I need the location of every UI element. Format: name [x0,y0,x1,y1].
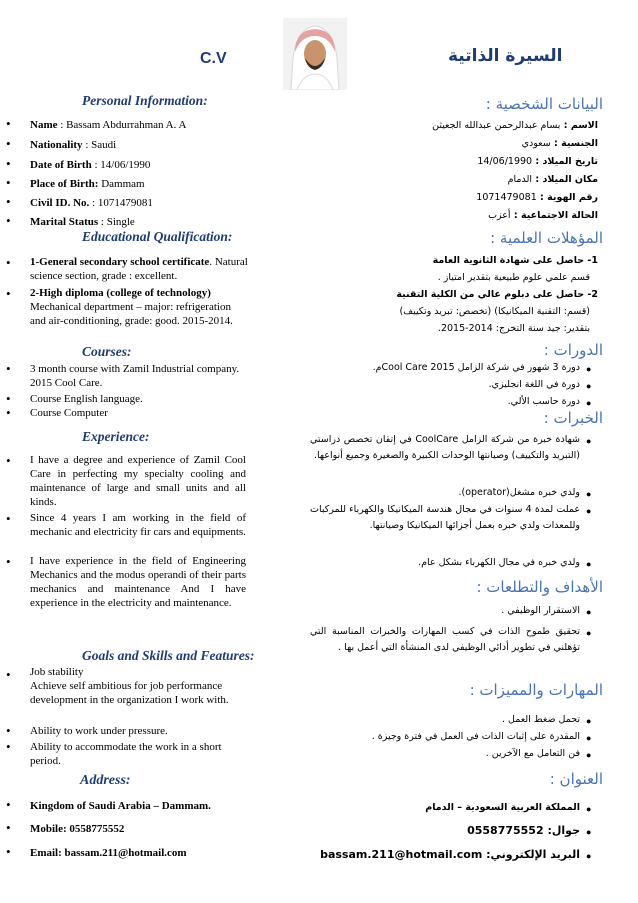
bullet: ● [586,398,592,408]
ar-course-3: دورة حاسب الألي. [507,396,580,407]
bullet: • [6,136,11,151]
experience-item-3: I have experience in the field of Engineering Mechanics and the modus operandi of their parts mechanics and maintenance And I have experience in the electricity and maintenance. [30,555,246,609]
goals-item-2: Ability to work under pressure. [30,725,168,737]
address-country: Kingdom of Saudi Arabia – Dammam. [30,800,211,812]
bullet: • [6,554,11,569]
ar-education-line-4: (قسم: التقنية الميكانيكا) (تخصص: تبريد وتكييف) [399,306,590,317]
bullet: ● [586,607,592,617]
bullet: • [6,667,11,682]
experience-item-2: Since 4 years I am working in the field of mechanic and electricity fir cars and equipments. [30,512,246,538]
bullet: • [6,286,11,301]
personal-heading: Personal Information: [82,93,208,108]
course-item-3: Course Computer [30,407,108,419]
bullet: ● [586,489,592,499]
ar-skills-1: تحمل ضغط العمل . [501,714,580,725]
bullet: ● [586,733,592,743]
bullet: ● [586,364,592,374]
bullet: • [6,194,11,209]
ar-personal-id: رقم الهوية : 1071479081 [476,192,598,203]
profile-photo [283,18,347,90]
ar-address-mobile: جوال: 0558775552 [467,824,580,837]
bullet: • [6,723,11,738]
education-item-2: 2-High diploma (college of technology) Mechanical department – major: refrigeration and air-conditioning, grade: good. 2015-2014. [30,287,233,327]
ar-education-line-5: بتقدير: جيد سنة التخرج: 2014-2015. [437,323,590,334]
ar-education-heading: المؤهلات العلمية : [490,229,603,247]
ar-education-line-3: 2- حاصل على دبلوم عالي من الكلية التقنية [396,289,598,300]
personal-marital: Marital Status : Single [30,216,135,228]
course-item-1: 3 month course with Zamil Industrial company. 2015 Cool Care. [30,363,240,389]
ar-experience-heading: الخبرات : [543,409,603,427]
ar-education-line-2: قسم علمي علوم طبيعية بتقدير امتياز . [437,272,590,283]
ar-skills-2: المقدرة على إثبات الذات في العمل في فترة وجيزة . [371,731,580,742]
bullet: • [6,156,11,171]
ar-goals-2: تحقيق طموح الذات في كسب المهارات والخبرات المناسبة التي تؤهلني في تطوير أدائي الوظيفي لدى المنشأة التي أعمل بها . [310,626,580,653]
ar-goals-heading: الأهداف والتطلعات : [476,578,603,596]
bullet: • [6,739,11,754]
bullet: • [6,255,11,270]
education-item-1: 1-General secondary school certificate. Natural science section, grade : excellent. [30,256,248,282]
ar-personal-name: الاسم : بسام عبدالرحمن عبدالله الجعيثن [432,120,598,131]
goals-heading: Goals and Skills and Features: [82,648,255,663]
ar-personal-heading: البيانات الشخصية : [485,95,603,113]
ar-address-email: البريد الإلكتروني: bassam.211@hotmail.com [320,848,580,861]
bullet: • [6,175,11,190]
bullet: • [6,405,11,420]
cv-title-en: C.V [200,50,227,67]
goals-item-3: Ability to accommodate the work in a short period. [30,741,222,767]
bullet: ● [586,381,592,391]
ar-goals-1: الاستقرار الوظيفي . [501,605,580,616]
ar-skills-3: فن التعامل مع الآخرين . [485,748,580,759]
bullet: ● [586,506,592,516]
bullet: • [6,844,11,859]
bullet: • [6,361,11,376]
ar-skills-heading: المهارات والمميزات : [469,681,603,699]
ar-address-country: المملكة العربية السعودية – الدمام [425,802,580,813]
bullet: ● [586,436,592,446]
personal-name: Name : Bassam Abdurrahman A. A [30,119,187,131]
ar-personal-marital: الحالة الاجتماعية : أعزب [488,210,598,221]
bullet: ● [586,804,592,814]
ar-education-line-1: 1- حاصل على شهادة الثانوية العامة [432,255,598,266]
bullet: • [6,453,11,468]
ar-experience-1: شهادة خبرة من شركة الزامل CoolCare في إتقان تخصص دراستي (التبريد والتكييف) وصيانتها الوحدات الكبيرة والصغيرة وجميع أنواعها. [310,434,580,461]
bullet: • [6,511,11,526]
personal-pob: Place of Birth: Dammam [30,178,145,190]
ar-personal-dob: تاريخ الميلاد : 14/06/1990 [477,156,598,167]
address-heading: Address: [80,773,131,788]
ar-experience-4: ولدي خبره في مجال الكهرباء بشكل عام. [418,557,580,568]
ar-course-1: دورة 3 شهور في شركة الزامل Cool Care 2015م. [372,362,580,373]
bullet: ● [586,559,592,569]
ar-personal-nationality: الجنسية : سعودي [521,138,598,149]
address-email: Email: bassam.211@hotmail.com [30,847,187,859]
bullet: ● [586,716,592,726]
bullet: ● [586,628,592,638]
ar-address-heading: العنوان : [549,770,603,788]
bullet: • [6,116,11,131]
bullet: ● [586,827,592,837]
personal-civil-id: Civil ID. No. : 1071479081 [30,197,153,209]
course-item-2: Course English language. [30,393,143,405]
bullet: • [6,213,11,228]
profile-photo-graphic [283,18,347,90]
bullet: • [6,820,11,835]
education-heading: Educational Qualification: [82,229,233,244]
cv-title-ar: السيرة الذاتية [448,46,563,66]
ar-courses-heading: الدورات : [543,341,603,359]
personal-nationality: Nationality : Saudi [30,139,117,151]
ar-experience-2: ولدي خبره مشغل(operator). [458,487,580,498]
courses-heading: Courses: [82,344,132,359]
bullet: • [6,797,11,812]
bullet: ● [586,750,592,760]
bullet: • [6,391,11,406]
experience-heading: Experience: [82,429,150,444]
goals-item-1: Job stability Achieve self ambitious for job performance development in the organization I work with. [30,666,229,706]
personal-dob: Date of Birth : 14/06/1990 [30,159,151,171]
ar-personal-pob: مكان الميلاد : الدمام [507,174,598,185]
experience-item-1: I have a degree and experience of Zamil Cool Care in perfecting my specialty cooling and maintenance of large and small units and all kinds. [30,454,246,508]
ar-experience-3: عملت لمدة 4 سنوات في مجال هندسة الميكانيكا والكهرباء للمركبات وللمعدات ولدي خبره بعمل أجزائها الميكانيكا وصيانتها. [310,504,581,531]
ar-course-2: دورة في اللغة انجليزي. [488,379,580,390]
bullet: ● [586,851,592,861]
address-mobile: Mobile: 0558775552 [30,823,125,835]
